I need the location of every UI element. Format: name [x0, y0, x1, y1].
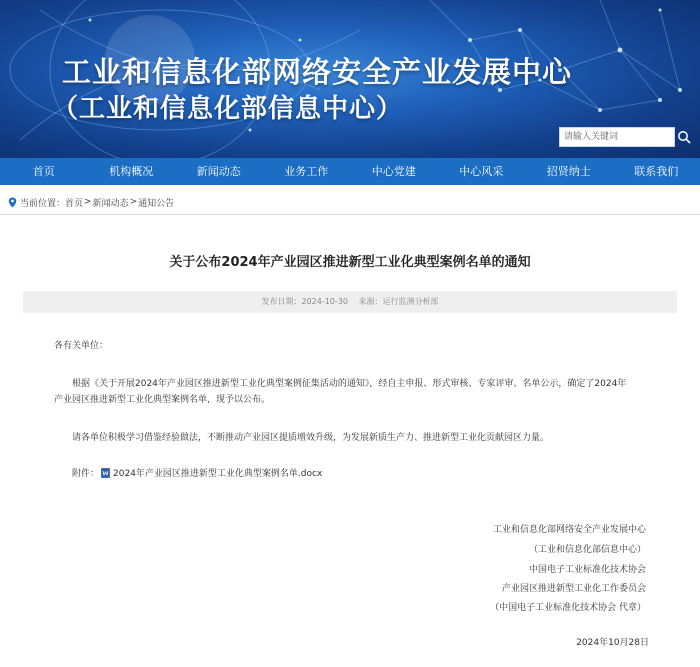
source-label: 来源：: [358, 297, 383, 306]
signature-line: 中国电子工业标准化技术协会: [528, 565, 646, 575]
signature-date: 2024年10月28日: [576, 638, 649, 648]
nav-item-news[interactable]: 新闻动态: [196, 165, 241, 178]
signature-line: 产业园区推进新型工业化工作委员会: [501, 584, 646, 594]
location-pin-icon: [8, 197, 17, 208]
nav-item-contact[interactable]: 联系我们: [634, 165, 679, 178]
attachment: [72, 466, 322, 479]
breadcrumb-item-home[interactable]: 首页: [65, 198, 84, 209]
attachment-link[interactable]: 2024年产业园区推进新型工业化典型案例名单.docx: [113, 469, 323, 479]
nav-item-style[interactable]: 中心风采: [459, 165, 504, 178]
main-nav: [0, 158, 700, 185]
search-icon[interactable]: [677, 130, 691, 144]
greeting: 各有关单位：: [54, 341, 109, 351]
breadcrumb-separator: >: [129, 197, 138, 207]
publish-date-label: 发布日期：: [261, 297, 302, 306]
site-title-line1: 工业和信息化部网络安全产业发展中心: [62, 55, 573, 89]
publish-date: 2024-10-30: [301, 297, 348, 306]
source-info: [359, 297, 439, 306]
nav-item-recruit[interactable]: 招贤纳士: [546, 165, 591, 178]
source-value: 运行监测分析部: [382, 297, 439, 306]
breadcrumb-divider: [0, 214, 700, 215]
article-title: 关于公布2024年产业园区推进新型工业化典型案例名单的通知: [169, 255, 531, 270]
nav-item-home[interactable]: 首页: [32, 165, 55, 178]
breadcrumb: [8, 195, 174, 209]
article-meta: [23, 291, 677, 313]
site-title-line2: （工业和信息化部信息中心）: [52, 94, 404, 124]
nav-item-party[interactable]: 中心党建: [371, 165, 416, 178]
paragraph-1-line-2: 产业园区推进新型工业化典型案例名单，现予以公布。: [54, 395, 271, 405]
paragraph-1-line-1: 根据《关于开展2024年产业园区推进新型工业化典型案例征集活动的通知》，经自主申报、形式审核、专家评审、名单公示，确定了2024年: [72, 379, 627, 389]
breadcrumb-item-notices[interactable]: 通知公告: [138, 198, 175, 209]
signature-line: （中国电子工业标准化技术协会 代章）: [490, 603, 646, 613]
word-document-icon: [101, 468, 110, 478]
signature-line: 工业和信息化部网络安全产业发展中心: [492, 525, 646, 535]
attachment-label: 附件：: [72, 469, 100, 479]
nav-item-about[interactable]: 机构概况: [109, 165, 154, 178]
breadcrumb-prefix: 当前位置：: [20, 198, 66, 209]
paragraph-2: 请各单位积极学习借鉴经验做法，不断推动产业园区提质增效升级，为发展新质生产力、推进新型工业化贡献园区力量。: [72, 433, 550, 443]
breadcrumb-item-news[interactable]: 新闻动态: [92, 198, 129, 209]
signature-line: （工业和信息化部信息中心）: [528, 545, 646, 555]
nav-item-business[interactable]: 业务工作: [284, 165, 329, 178]
header-banner: [0, 0, 700, 158]
publish-date-info: [261, 297, 348, 306]
breadcrumb-separator: >: [84, 197, 92, 207]
search-input[interactable]: 请输入关键词: [559, 127, 675, 147]
